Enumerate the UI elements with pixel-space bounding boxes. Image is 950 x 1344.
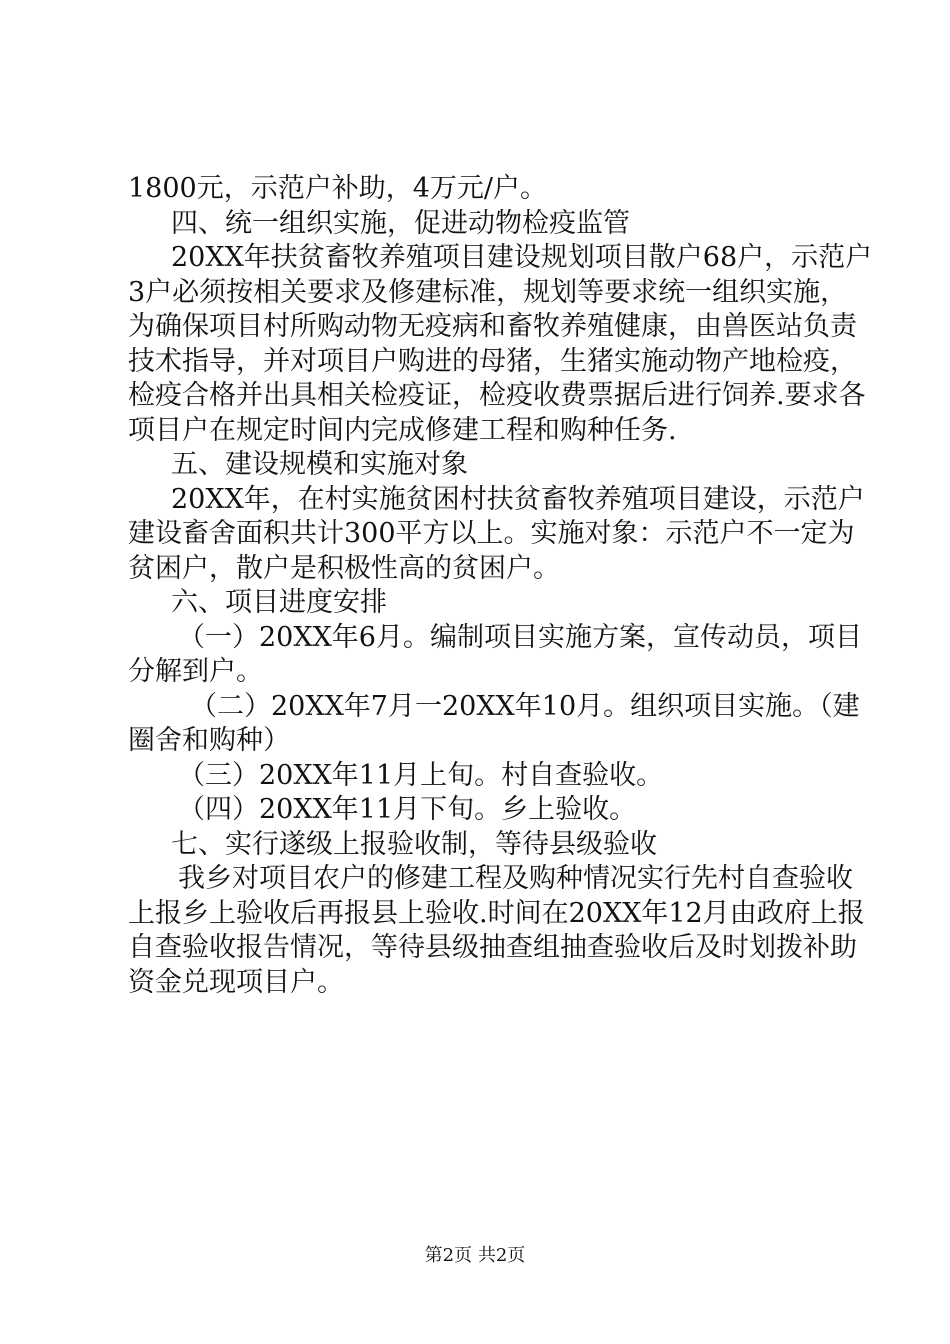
document-body <box>128 172 873 1000</box>
text-line: 上报乡上验收后再报县上验收.时间在20XX年12月由政府上报 <box>128 897 865 929</box>
section-heading-5: 五、建设规模和实施对象 <box>171 449 468 480</box>
text-line: 1800元，示范户补助，4万元/户。 <box>128 173 547 204</box>
text-line: 20XX年扶贫畜牧养殖项目建设规划项目散户68户，示范户 <box>171 242 873 273</box>
text-line: 我乡对项目农户的修建工程及购种情况实行先村自查验收 <box>178 863 853 894</box>
text-line: 技术指导，并对项目户购进的母猪，生猪实施动物产地检疫， <box>128 345 857 377</box>
text-line: 检疫合格并出具相关检疫证，检疫收费票据后进行饲养.要求各 <box>128 380 866 411</box>
text-line: 分解到户。 <box>128 656 263 687</box>
schedule-item-1: （一）20XX年6月。编制项目实施方案，宣传动员，项目 <box>178 621 862 653</box>
section-heading-4: 四、统一组织实施，促进动物检疫监管 <box>171 207 630 239</box>
text-line: 20XX年，在村实施贫困村扶贫畜牧养殖项目建设，示范户 <box>171 483 865 515</box>
text-line: 3户必须按相关要求及修建标准，规划等要求统一组织实施， <box>128 276 848 308</box>
page-number-footer: 第2页 共2页 <box>424 1245 526 1266</box>
schedule-item-4: （四）20XX年11月下旬。乡上验收。 <box>178 794 637 825</box>
section-heading-7: 七、实行遂级上报验收制，等待县级验收 <box>171 828 657 860</box>
text-line: 资金兑现项目户。 <box>128 966 344 998</box>
text-line: 为确保项目村所购动物无疫病和畜牧养殖健康，由兽医站负责 <box>128 311 857 342</box>
text-line: 项目户在规定时间内完成修建工程和购种任务. <box>128 414 677 446</box>
text-line: 建设畜舍面积共计300平方以上。实施对象：示范户不一定为 <box>128 518 855 549</box>
section-heading-6: 六、项目进度安排 <box>171 587 387 618</box>
text-line: 贫困户，散户是积极性高的贫困户。 <box>128 552 560 584</box>
text-line: 自查验收报告情况，等待县级抽查组抽查验收后及时划拨补助 <box>128 932 857 963</box>
text-line: 圈舍和购种） <box>128 725 290 756</box>
schedule-item-2: （二）20XX年7月一20XX年10月。组织项目实施。（建 <box>190 690 860 722</box>
schedule-item-3: （三）20XX年11月上旬。村自查验收。 <box>178 759 664 791</box>
